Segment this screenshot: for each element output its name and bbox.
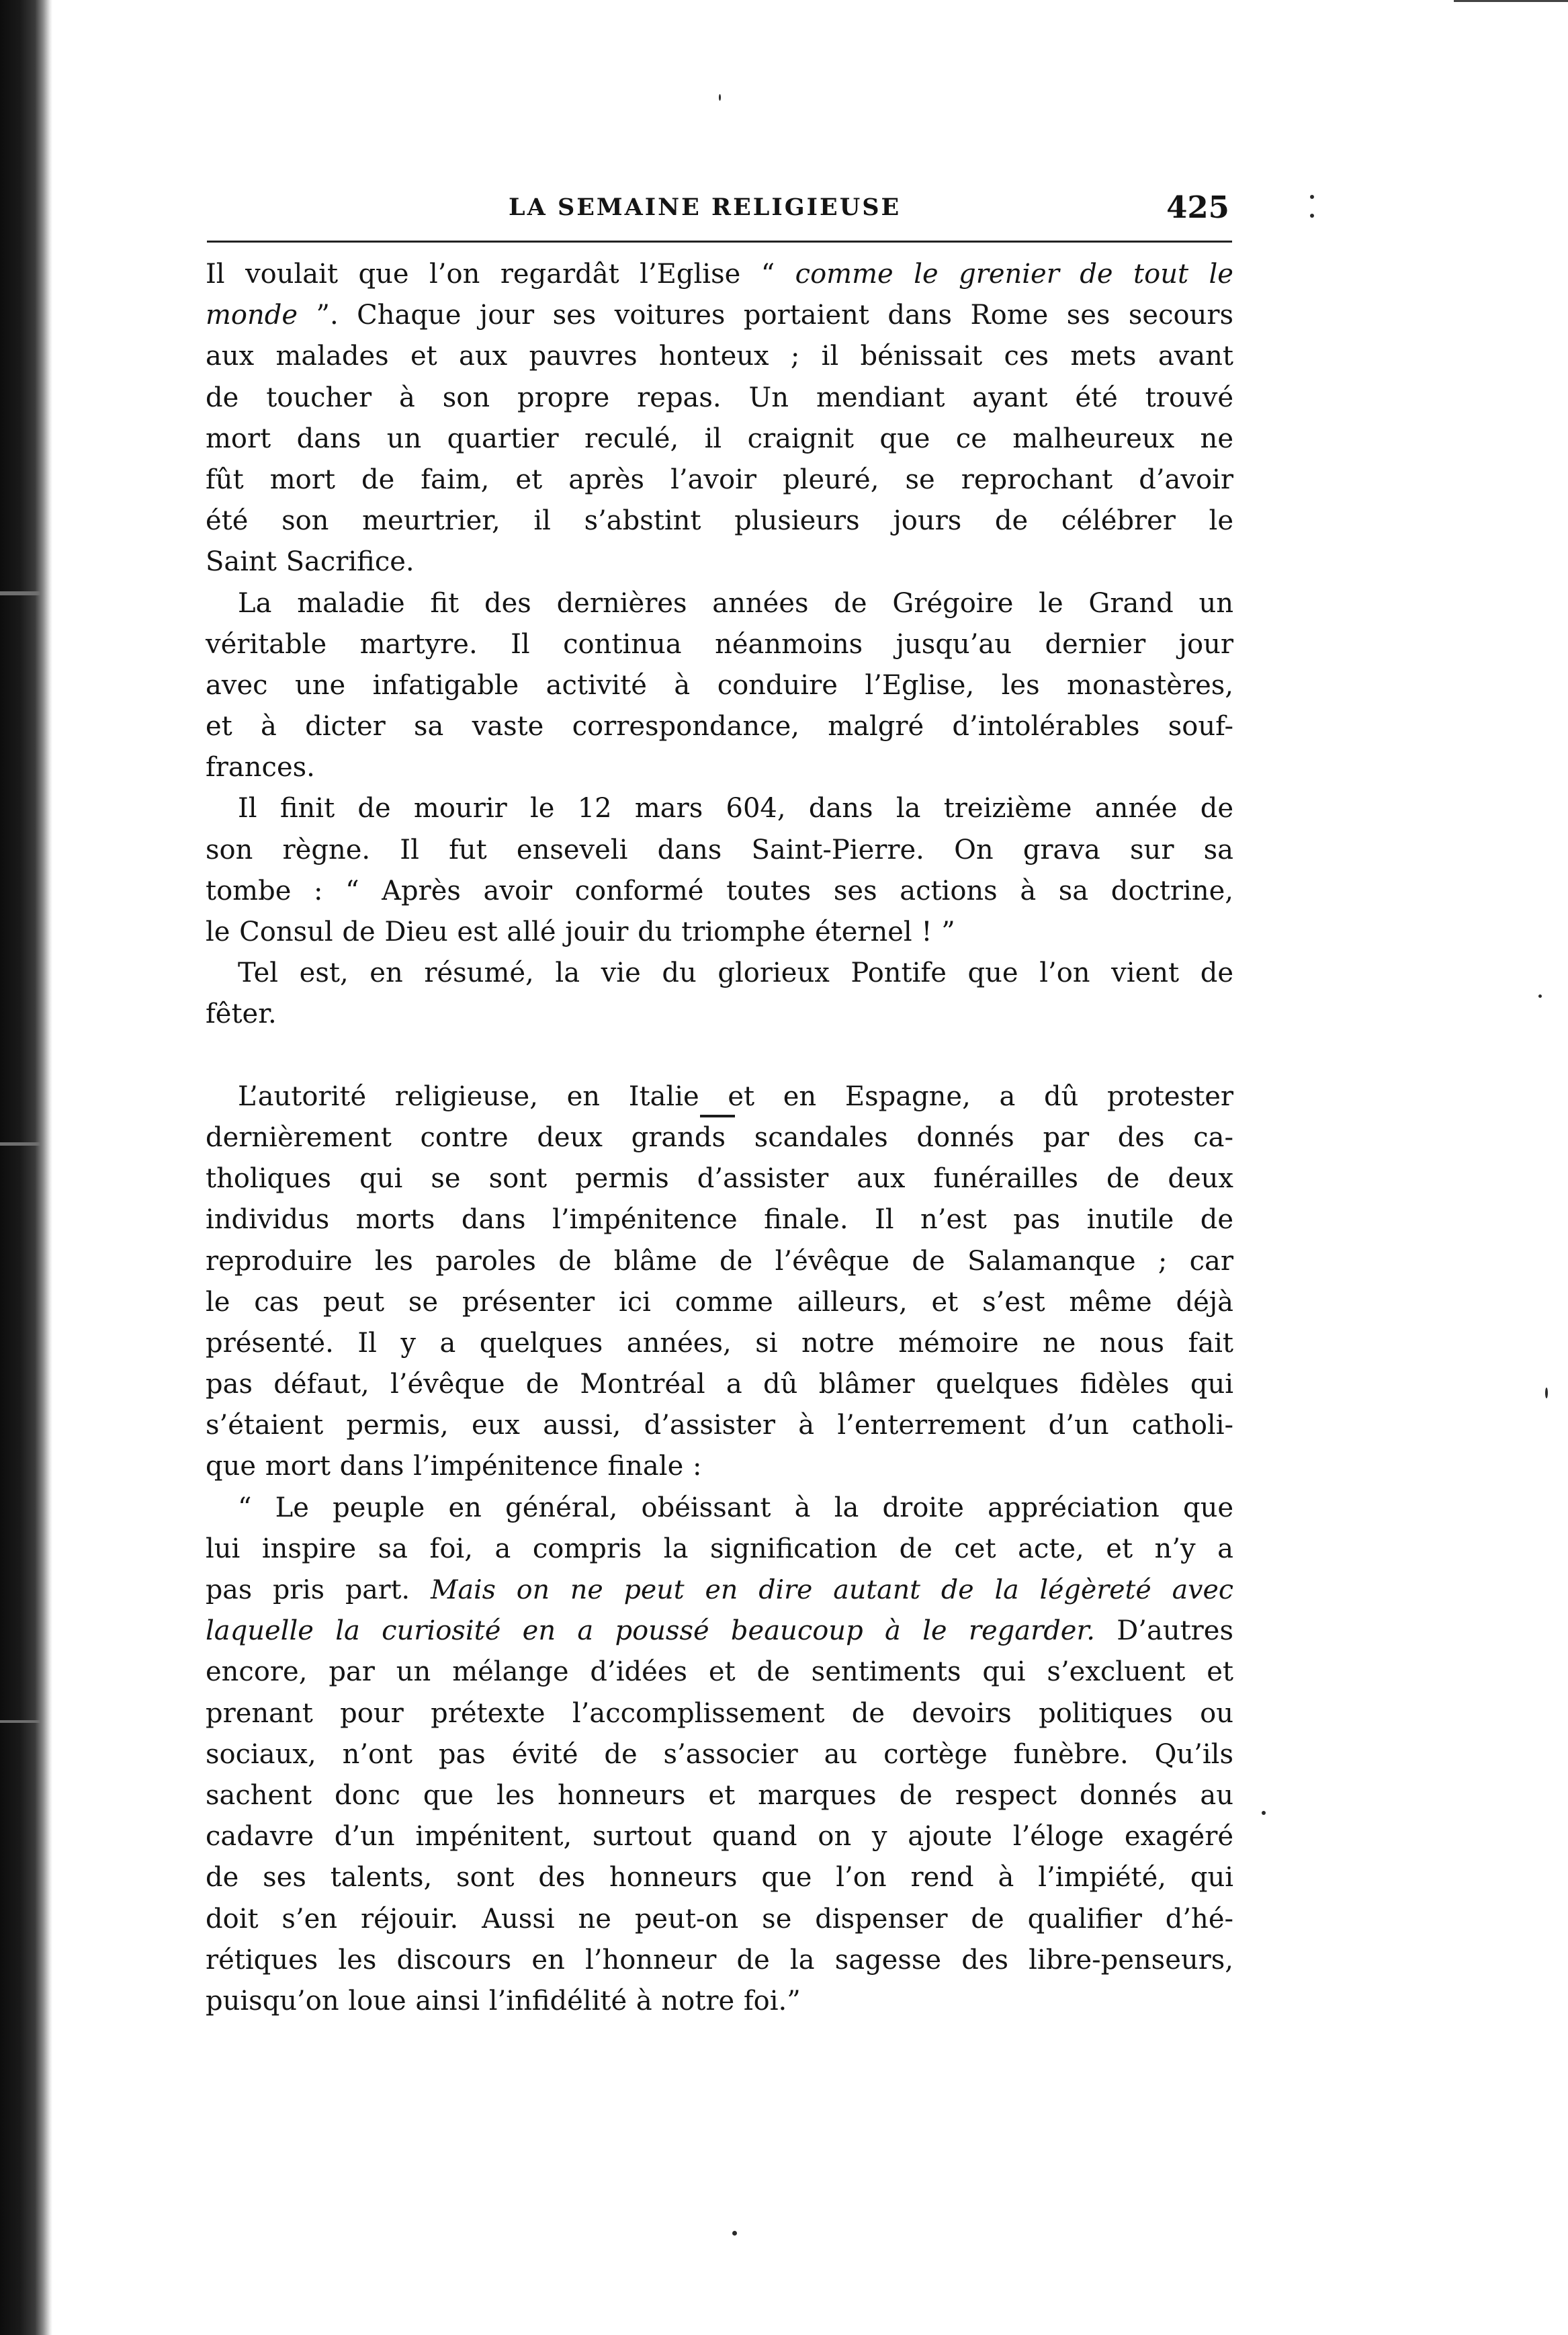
text-line	[206, 336, 1233, 377]
text-segment: puisqu’on loue ainsi l’infidélité à notre foi.”	[206, 1985, 801, 2016]
text-line	[206, 953, 1233, 994]
text-line	[206, 830, 1233, 871]
text-line	[206, 1652, 1233, 1693]
text-segment: cadavre d’un impénitent, surtout quand on y ajoute l’éloge exagéré	[206, 1821, 1233, 1853]
text-segment: ”. Chaque jour ses voitures portaient dans Rome ses secours	[298, 300, 1233, 331]
scan-speck	[1538, 994, 1542, 998]
text-line	[206, 1199, 1233, 1240]
text-segment: Il finit de mourir le 12 mars 604, dans la treizième année de	[238, 793, 1233, 824]
text-line	[206, 542, 1233, 583]
text-line	[206, 1405, 1233, 1446]
binding-shadow	[0, 1142, 40, 1146]
text-segment: mort dans un quartier reculé, il craignit que ce malheureux ne	[206, 423, 1233, 454]
text-segment: de toucher à son propre repas. Un mendiant ayant été trouvé	[206, 382, 1233, 413]
scan-speck	[1310, 214, 1314, 218]
section-separator	[700, 1115, 735, 1117]
text-segment: fêter.	[206, 999, 277, 1030]
text-line	[206, 1282, 1233, 1323]
text-line	[206, 1488, 1233, 1529]
text-line	[206, 1940, 1233, 1981]
text-segment: encore, par un mélange d’idées et de sentiments qui s’excluent et	[206, 1656, 1233, 1688]
text-line	[206, 1323, 1233, 1364]
text-line	[206, 1734, 1233, 1775]
text-line	[206, 1857, 1233, 1898]
text-segment: D’autres	[1094, 1615, 1233, 1647]
text-line	[206, 501, 1233, 542]
text-segment: “ Le peuple en général, obéissant à la droite appréciation que	[238, 1492, 1233, 1523]
text-segment: fût mort de faim, et après l’avoir pleuré, se reprochant d’avoir	[206, 464, 1233, 495]
text-segment: Tel est, en résumé, la vie du glorieux Pontife que l’on vient de	[238, 958, 1233, 989]
text-line	[206, 419, 1233, 460]
scan-speck	[732, 2231, 737, 2236]
text-segment: lui inspire sa foi, a compris la signification de cet acte, et n’y a	[206, 1533, 1233, 1564]
text-line	[206, 1899, 1233, 1940]
text-line	[206, 788, 1233, 829]
text-segment: s’étaient permis, eux aussi, d’assister à l’enterrement d’un catholi-	[206, 1410, 1233, 1441]
running-title: LA SEMAINE RELIGIEUSE	[509, 194, 902, 221]
text-line	[206, 747, 1233, 788]
body-text	[206, 254, 1233, 2022]
book-binding-edge	[0, 0, 52, 2335]
text-line	[206, 378, 1233, 419]
text-line	[206, 254, 1233, 295]
text-line	[206, 624, 1233, 665]
scan-speck	[1310, 195, 1314, 199]
text-segment: Saint Sacrifice.	[206, 546, 415, 578]
text-line	[206, 583, 1233, 624]
text-line	[206, 1693, 1233, 1734]
text-line	[206, 1241, 1233, 1282]
text-segment: présenté. Il y a quelques années, si notre mémoire ne nous fait	[206, 1327, 1233, 1359]
text-segment: Il voulait que l’on regardât l’Eglise “	[206, 259, 795, 290]
italic-text: comme le grenier de tout le	[795, 259, 1233, 290]
text-line	[206, 1076, 1233, 1117]
text-segment: et à dicter sa vaste correspondance, malgré d’intolérables souf-	[206, 711, 1233, 742]
scan-speck	[1262, 1811, 1266, 1815]
text-line	[206, 1529, 1233, 1570]
text-line	[206, 706, 1233, 747]
text-line	[206, 1981, 1233, 2022]
text-segment: que mort dans l’impénitence finale :	[206, 1451, 702, 1482]
text-segment: véritable martyre. Il continua néanmoins jusqu’au dernier jour	[206, 628, 1233, 660]
text-segment: pas pris part.	[206, 1574, 431, 1605]
text-segment: pas défaut, l’évêque de Montréal a dû blâmer quelques fidèles qui	[206, 1369, 1233, 1400]
text-segment: prenant pour prétexte l’accomplissement de devoirs politiques ou	[206, 1697, 1233, 1729]
scan-speck	[1545, 1388, 1548, 1398]
header-rule	[207, 241, 1232, 243]
text-segment: aux malades et aux pauvres honteux ; il bénissait ces mets avant	[206, 341, 1233, 372]
text-segment: son règne. Il fut enseveli dans Saint-Pierre. On grava sur sa	[206, 834, 1233, 865]
text-line	[206, 1446, 1233, 1487]
text-line	[206, 871, 1233, 912]
text-line	[206, 665, 1233, 706]
text-line	[206, 1775, 1233, 1816]
text-line	[206, 1364, 1233, 1405]
text-segment: le Consul de Dieu est allé jouir du triomphe éternel ! ”	[206, 917, 955, 947]
text-segment: frances.	[206, 752, 315, 783]
text-segment: tombe : “ Après avoir conformé toutes ses actions à sa doctrine,	[206, 875, 1233, 906]
text-line	[206, 994, 1233, 1035]
text-segment: L’autorité religieuse, en Italie et en Espagne, a dû protester	[238, 1080, 1233, 1112]
text-segment: tholiques qui se sont permis d’assister aux funérailles de deux	[206, 1163, 1233, 1195]
text-segment: reproduire les paroles de blâme de l’évêque de Salamanque ; car	[206, 1245, 1233, 1277]
paragraph-gap	[206, 1035, 1233, 1076]
binding-shadow	[0, 1720, 40, 1723]
scan-speck	[719, 94, 721, 101]
scan-edge-mark	[1454, 0, 1568, 10]
text-segment: La maladie fit des dernières années de Grégoire le Grand un	[238, 587, 1233, 619]
text-segment: sachent donc que les honneurs et marques de respect donnés au	[206, 1779, 1233, 1811]
running-head	[202, 189, 1270, 230]
text-line	[206, 912, 1233, 953]
binding-shadow	[0, 591, 40, 595]
text-segment: rétiques les discours en l’honneur de la sagesse des libre-penseurs,	[206, 1944, 1233, 1976]
page-number: 425	[1166, 189, 1229, 225]
text-line	[206, 460, 1233, 501]
text-line	[206, 295, 1233, 336]
text-segment: de ses talents, sont des honneurs que l’on rend à l’impiété, qui	[206, 1862, 1233, 1894]
text-segment: le cas peut se présenter ici comme ailleurs, et s’est même déjà	[206, 1286, 1233, 1318]
text-line	[206, 1570, 1233, 1611]
text-segment: été son meurtrier, il s’abstint plusieurs jours de célébrer le	[206, 505, 1233, 537]
text-line	[206, 1816, 1233, 1857]
text-segment: avec une infatigable activité à conduire l’Eglise, les monastères,	[206, 669, 1233, 701]
text-line	[206, 1611, 1233, 1652]
italic-text: laquelle la curiosité en a poussé beaucoup à le regarder.	[206, 1615, 1095, 1647]
text-line	[206, 1158, 1233, 1199]
text-segment: dernièrement contre deux grands scandales donnés par des ca-	[206, 1121, 1233, 1153]
text-segment: doit s’en réjouir. Aussi ne peut-on se dispenser de qualifier d’hé-	[206, 1903, 1233, 1935]
italic-text: Mais on ne peut en dire autant de la légèreté avec	[431, 1574, 1233, 1605]
text-line	[206, 1117, 1233, 1158]
text-segment: individus morts dans l’impénitence finale. Il n’est pas inutile de	[206, 1204, 1233, 1236]
text-segment: sociaux, n’ont pas évité de s’associer au cortège funèbre. Qu’ils	[206, 1738, 1233, 1770]
italic-text: monde	[206, 300, 298, 331]
